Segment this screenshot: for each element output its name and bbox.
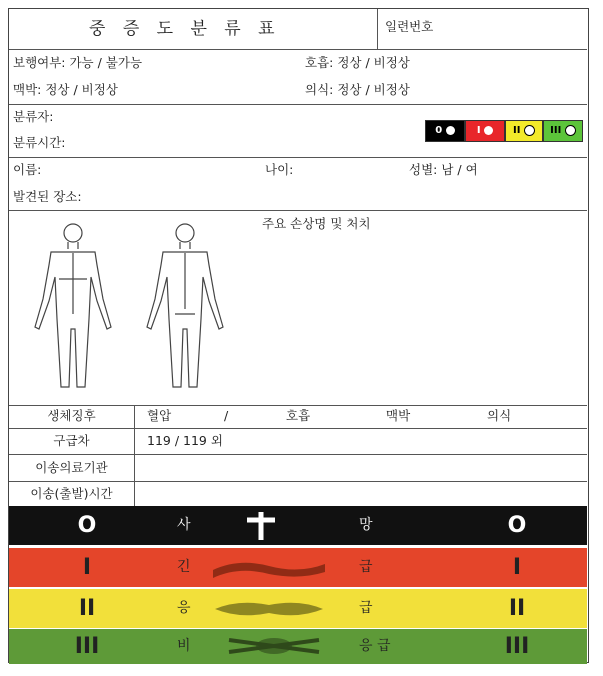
- band-immediate[interactable]: [9, 548, 587, 587]
- band-minor-symbol: III: [74, 634, 100, 659]
- pulse-label: 맥박: [386, 408, 411, 423]
- respiration-label: 호흡: [286, 408, 311, 423]
- band-immediate-symbol: I: [82, 555, 92, 580]
- card-title: 중 증 도 분 류 표: [89, 19, 281, 39]
- band-deceased-symbol-right: O: [507, 513, 527, 538]
- serial-number-label: 일련번호: [385, 19, 434, 34]
- stretcher-icon: [209, 556, 329, 580]
- found-place-label: 발견된 장소:: [13, 189, 82, 204]
- tag-3-circle-icon: [565, 125, 576, 136]
- vital-signs-label: 생체징후: [47, 408, 96, 423]
- cross-icon: [241, 510, 281, 542]
- walking-person-icon: [219, 634, 329, 658]
- band-immediate-symbol-right: I: [512, 555, 522, 580]
- band-minor-word2: 응 급: [359, 638, 391, 654]
- consciousness-status[interactable]: 의식: 정상 / 비정상: [305, 82, 410, 97]
- band-delayed-word2: 급: [359, 600, 373, 616]
- ambulance-icon: [209, 597, 329, 621]
- tag-3[interactable]: III: [543, 120, 583, 142]
- tag-0-circle-icon: [446, 126, 455, 135]
- tag-2[interactable]: II: [505, 120, 543, 142]
- bp-slash: /: [224, 408, 229, 423]
- classification-time-label: 분류시간:: [13, 135, 66, 150]
- band-minor[interactable]: [9, 629, 587, 664]
- band-deceased-word2: 망: [359, 517, 373, 533]
- sex-label[interactable]: 성별: 남 / 여: [409, 162, 478, 177]
- name-label: 이름:: [13, 162, 42, 177]
- transport-time-label: 이송(출발)시간: [30, 486, 113, 501]
- tag-2-circle-icon: [524, 125, 535, 136]
- transport-hospital-label: 이송의료기관: [35, 460, 108, 475]
- blood-pressure-label: 혈압: [147, 408, 172, 423]
- walk-status[interactable]: 보행여부: 가능 / 불가능: [13, 55, 143, 70]
- tag-0[interactable]: 0: [425, 120, 465, 142]
- band-delayed[interactable]: [9, 589, 587, 628]
- body-diagram[interactable]: [15, 219, 255, 399]
- band-deceased-word1: 사: [177, 517, 191, 533]
- band-minor-symbol-right: III: [504, 634, 530, 659]
- band-delayed-symbol-right: II: [508, 596, 526, 621]
- consciousness-label: 의식: [487, 408, 512, 423]
- band-immediate-word2: 급: [359, 559, 373, 575]
- age-label: 나이:: [265, 162, 294, 177]
- tag-1[interactable]: I: [465, 120, 505, 142]
- back-body-icon: [147, 224, 223, 387]
- triage-tag-selector: [425, 120, 583, 142]
- band-deceased[interactable]: [9, 506, 587, 545]
- band-immediate-word1: 긴: [177, 559, 191, 575]
- injury-treatment-label: 주요 손상명 및 처치: [262, 216, 371, 231]
- tag-1-circle-icon: [484, 126, 493, 135]
- band-delayed-symbol: II: [78, 596, 96, 621]
- breath-status[interactable]: 호흡: 정상 / 비정상: [305, 55, 410, 70]
- pulse-status[interactable]: 맥박: 정상 / 비정상: [13, 82, 118, 97]
- band-deceased-symbol: O: [77, 513, 97, 538]
- band-minor-word1: 비: [177, 638, 191, 654]
- band-delayed-word1: 응: [177, 600, 191, 616]
- front-body-icon: [35, 224, 111, 387]
- ambulance-label: 구급차: [53, 433, 90, 448]
- classifier-label: 분류자:: [13, 109, 54, 124]
- ambulance-options[interactable]: 119 / 119 외: [147, 433, 223, 448]
- triage-card: [8, 8, 589, 663]
